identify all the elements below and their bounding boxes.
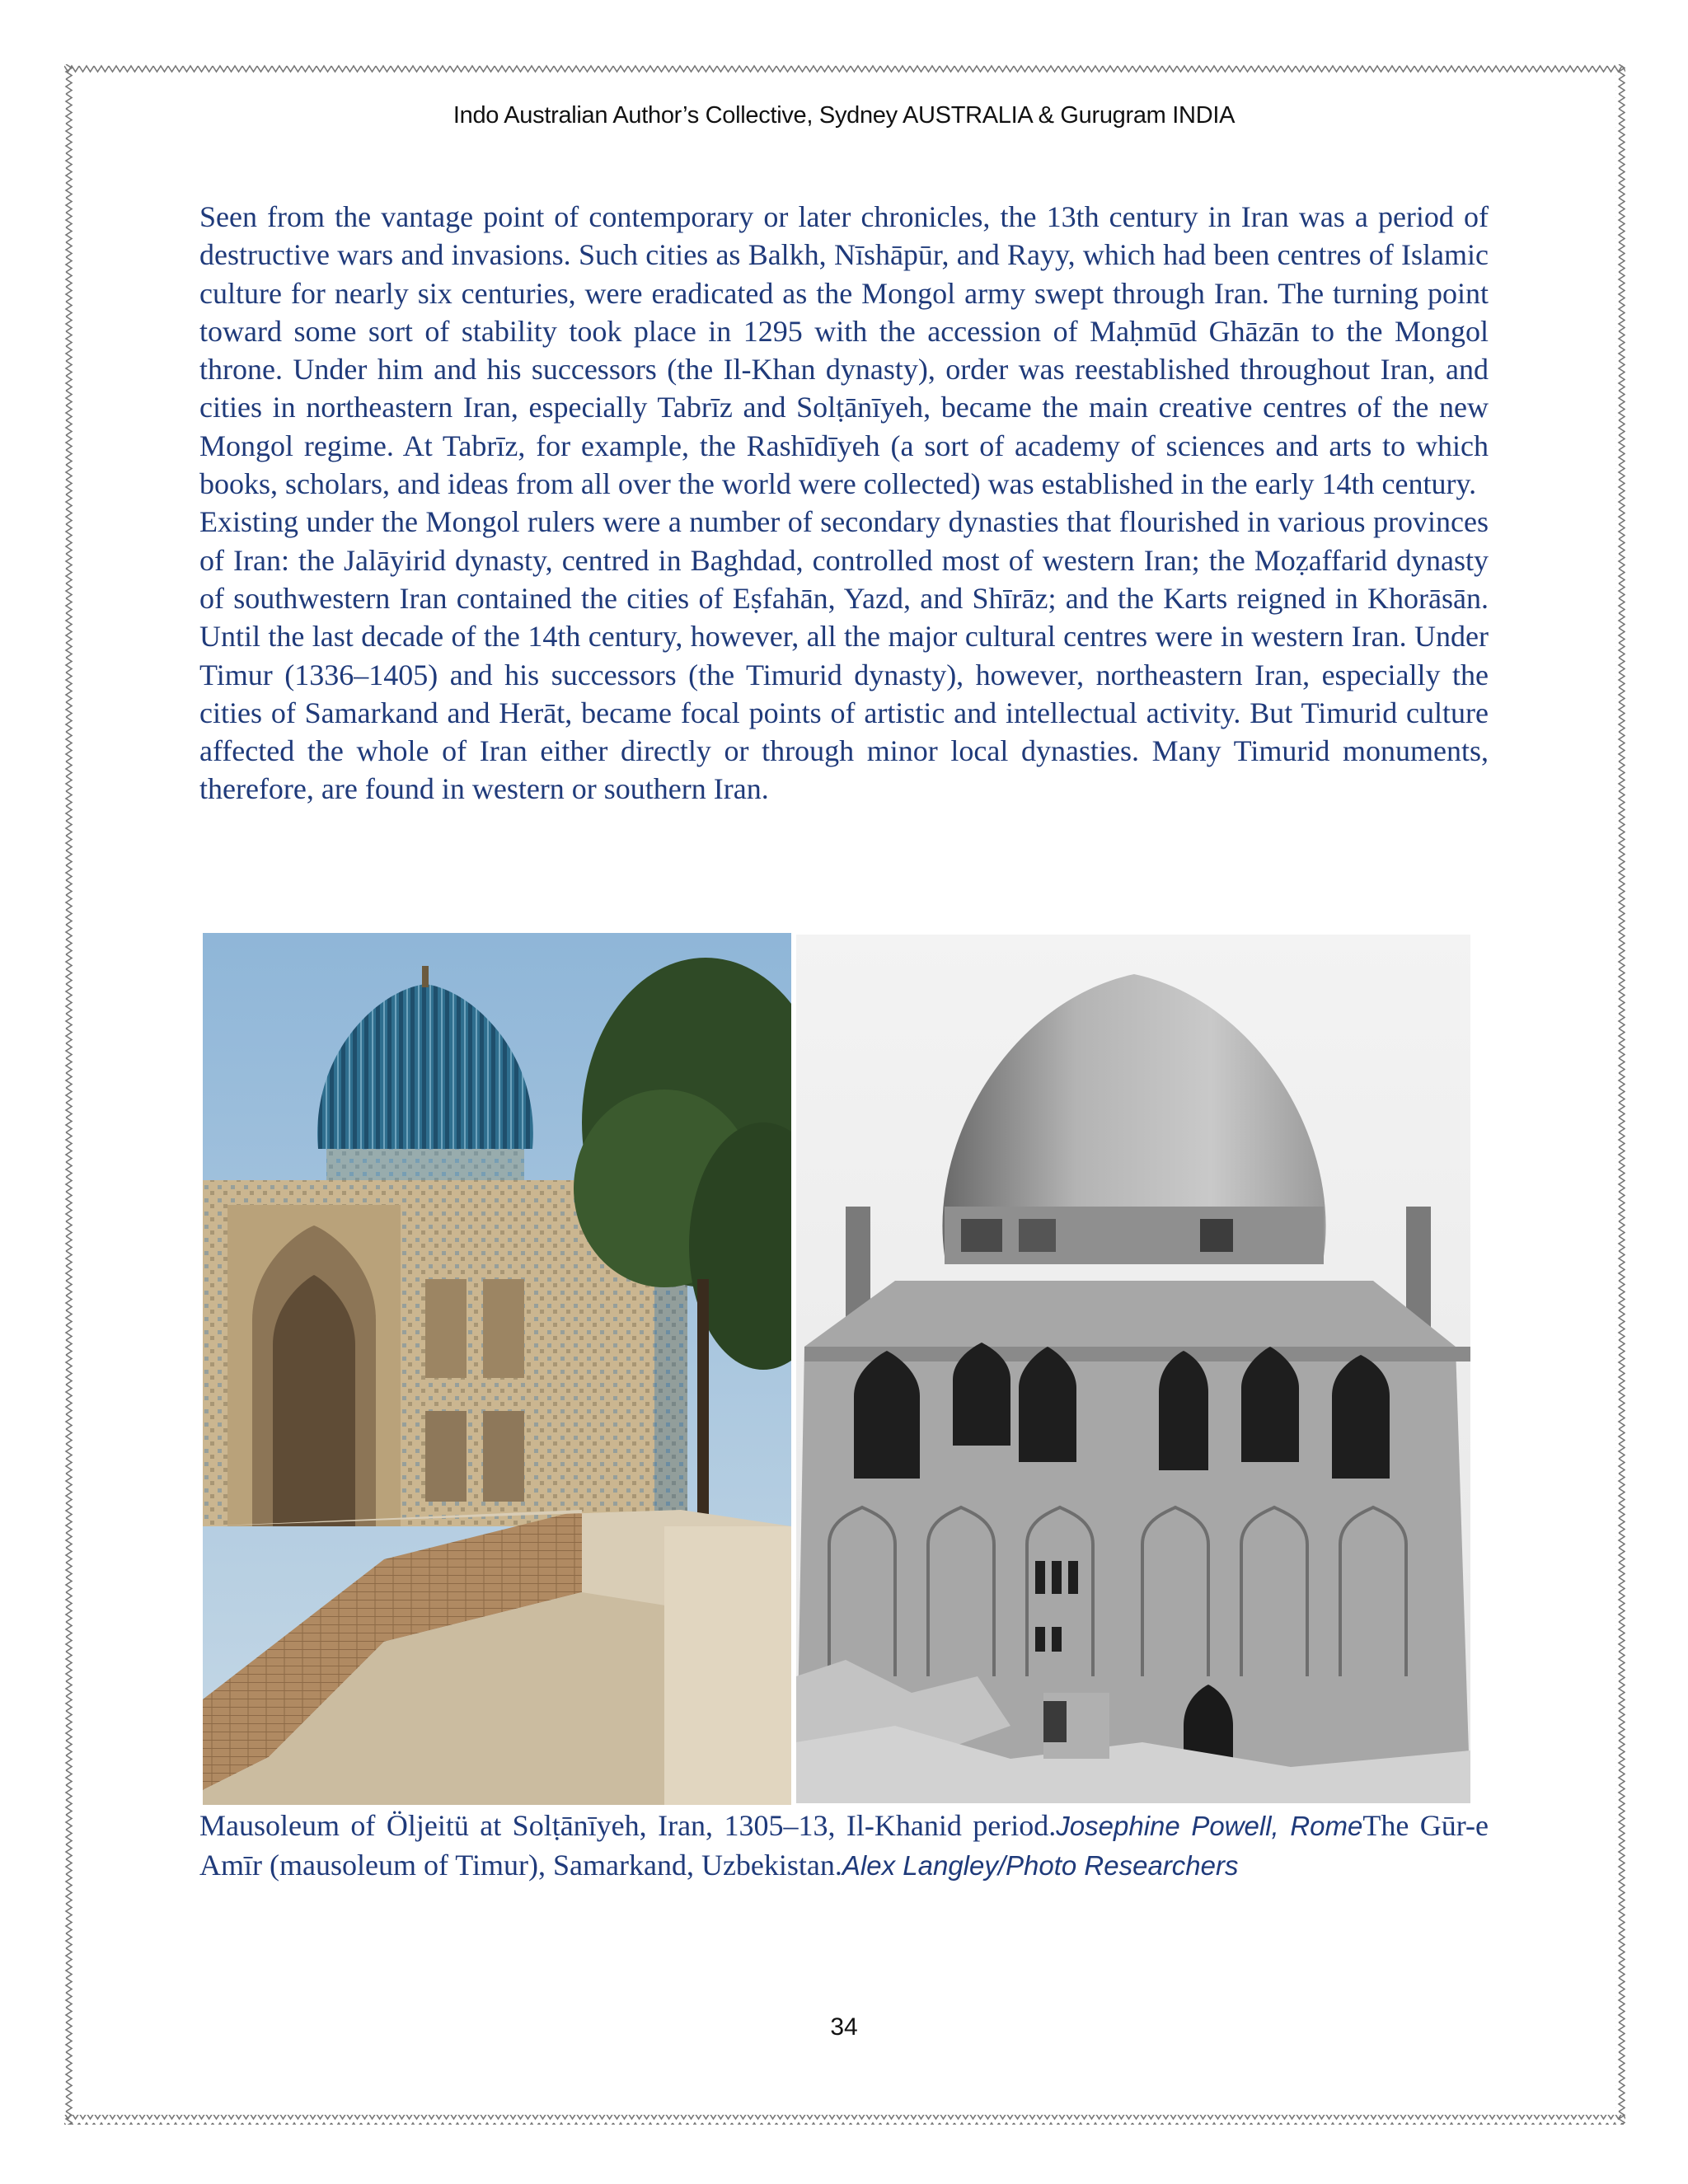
caption-credit-2: Alex Langley/Photo Researchers <box>842 1849 1239 1881</box>
body-text <box>199 198 1489 808</box>
photo-pair <box>203 933 1470 1805</box>
caption-credit-1: Josephine Powell, Rome <box>1056 1811 1363 1841</box>
gur-e-amir-photo <box>203 933 791 1805</box>
caption-text-1: Mausoleum of Öljeitü at Solṭānīyeh, Iran, 1305–13, Il-Khanid period. <box>199 1809 1057 1842</box>
paragraph-2: Existing under the Mongol rulers were a number of secondary dynasties that flourished in various provinces of Iran: the Jalāyirid dynasty, centred in Baghdad, controlled most of western Iran; the Moẓaffarid dynasty of southwestern Iran contained the cities of Eṣfahān, Yazd, and Shīrāz; and the Karts reigned in Khorāsān. Until the last decade of the 14th century, however, all the major cultural centres were in western Iran. Under Timur (1336–1405) and his successors (the Timurid dynasty), however, northeastern Iran, especially the cities of Samarkand and Herāt, became focal points of artistic and intellectual activity. But Timurid culture affected the whole of Iran either directly or through minor local dynasties. Many Timurid monuments, therefore, are found in western or southern Iran. <box>199 505 1489 806</box>
figure-caption <box>199 1807 1489 1885</box>
page-number: 34 <box>830 2013 858 2041</box>
paragraph-1: Seen from the vantage point of contemporary or later chronicles, the 13th century in Iran was a period of destructive wars and invasions. Such cities as Balkh, Nīshāpūr, and Rayy, which had been centres of Islamic culture for nearly six centuries, were eradicated as the Mongol army swept through Iran. The turning point toward some sort of stability took place in 1295 with the accession of Maḥmūd Ghāzān to the Mongol throne. Under him and his successors (the Il-Khan dynasty), order was reestablished throughout Iran, and cities in northeastern Iran, especially Tabrīz and Solṭānīyeh, became the main creative centres of the new Mongol regime. At Tabrīz, for example, the Rashīdīyeh (a sort of academy of sciences and arts to which books, scholars, and ideas from all over the world were collected) was established in the early 14th century. <box>199 200 1489 501</box>
oljeitu-mausoleum-photo <box>796 935 1470 1803</box>
running-header: Indo Australian Author’s Collective, Sydney AUSTRALIA & Gurugram INDIA <box>452 102 1236 129</box>
caption-text-2: The Gūr-e Amīr (mausoleum of Timur), Samarkand, Uzbekistan. <box>199 1809 1489 1882</box>
